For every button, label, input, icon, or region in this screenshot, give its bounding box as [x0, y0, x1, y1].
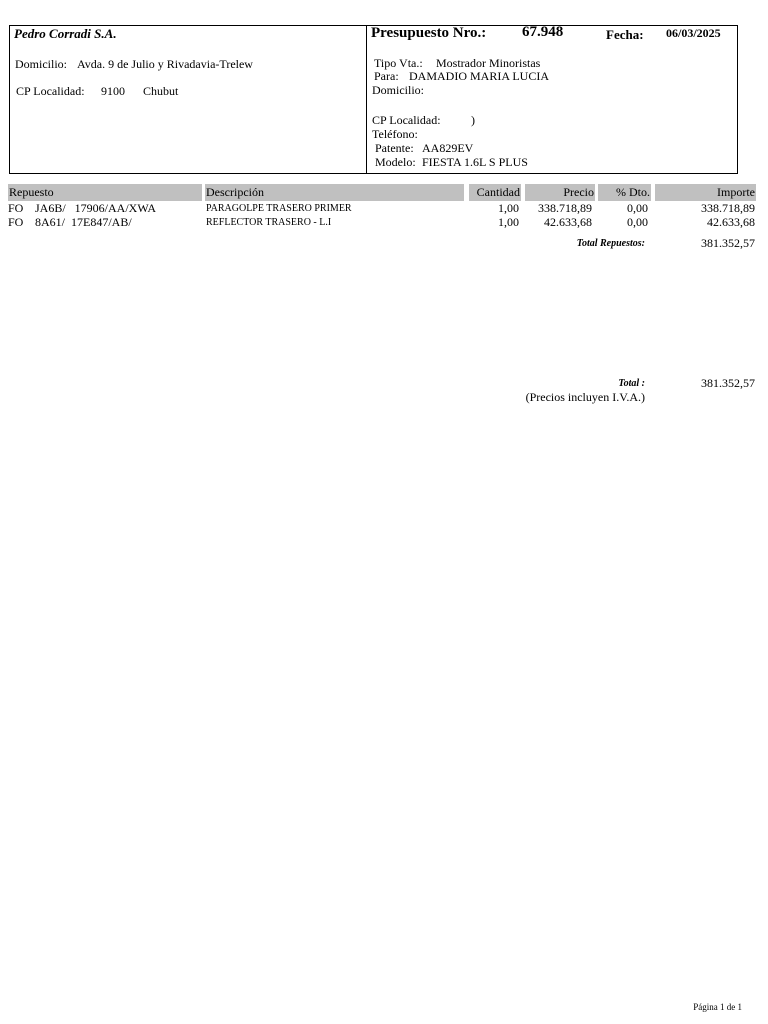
row-description: PARAGOLPE TRASERO PRIMER [206, 203, 352, 214]
row-discount: 0,00 [627, 201, 648, 215]
quote-number-label: Presupuesto Nro.: [371, 25, 487, 41]
customer-phone-label: Teléfono: [372, 127, 418, 141]
company-cp: 9100 [101, 84, 125, 98]
page-number: Página 1 de 1 [693, 1002, 742, 1012]
vat-note: (Precios incluyen I.V.A.) [525, 390, 645, 404]
vehicle-plate-label: Patente: [375, 141, 414, 155]
row-code: 8A61/ 17E847/AB/ [35, 215, 132, 229]
column-header-amount: Importe [655, 184, 756, 201]
row-quantity: 1,00 [498, 215, 519, 229]
row-quantity: 1,00 [498, 201, 519, 215]
row-brand: FO [8, 215, 24, 229]
total-parts-label: Total Repuestos: [576, 238, 645, 249]
sale-type-label: Tipo Vta.: [374, 56, 423, 70]
grand-total-label: Total : [618, 378, 645, 389]
customer-cp-label: CP Localidad: [372, 113, 441, 127]
company-address: Avda. 9 de Julio y Rivadavia-Trelew [77, 57, 253, 71]
quote-number: 67.948 [522, 24, 564, 40]
customer-label: Para: [374, 69, 399, 83]
customer-address-label: Domicilio: [372, 83, 424, 97]
row-price: 338.718,89 [538, 201, 592, 215]
company-cp-label: CP Localidad: [16, 84, 85, 98]
column-header-description: Descripción [205, 184, 464, 201]
row-discount: 0,00 [627, 215, 648, 229]
column-header-quantity: Cantidad [469, 184, 521, 201]
company-address-label: Domicilio: [15, 57, 67, 71]
quote-date-label: Fecha: [606, 27, 644, 42]
row-price: 42.633,68 [544, 215, 592, 229]
quote-date: 06/03/2025 [666, 26, 721, 40]
vehicle-plate: AA829EV [422, 141, 474, 155]
row-amount: 338.718,89 [701, 201, 755, 215]
column-header-part: Repuesto [8, 184, 202, 201]
customer-name: DAMADIO MARIA LUCIA [409, 69, 549, 83]
row-code: JA6B/ 17906/AA/XWA [35, 201, 157, 215]
vehicle-model: FIESTA 1.6L S PLUS [422, 155, 528, 169]
total-parts-value: 381.352,57 [701, 236, 755, 250]
column-header-discount: % Dto. [598, 184, 651, 201]
company-name: Pedro Corradi S.A. [14, 26, 117, 41]
grand-total-value: 381.352,57 [701, 376, 755, 390]
header-box [9, 25, 738, 174]
company-province: Chubut [143, 84, 179, 98]
customer-cp: ) [471, 113, 475, 127]
sale-type: Mostrador Minoristas [436, 56, 541, 70]
vehicle-model-label: Modelo: [375, 155, 416, 169]
column-header-price: Precio [525, 184, 595, 201]
header-divider [366, 25, 367, 174]
row-description: REFLECTOR TRASERO - L.I [206, 217, 332, 228]
row-amount: 42.633,68 [707, 215, 755, 229]
row-brand: FO [8, 201, 24, 215]
